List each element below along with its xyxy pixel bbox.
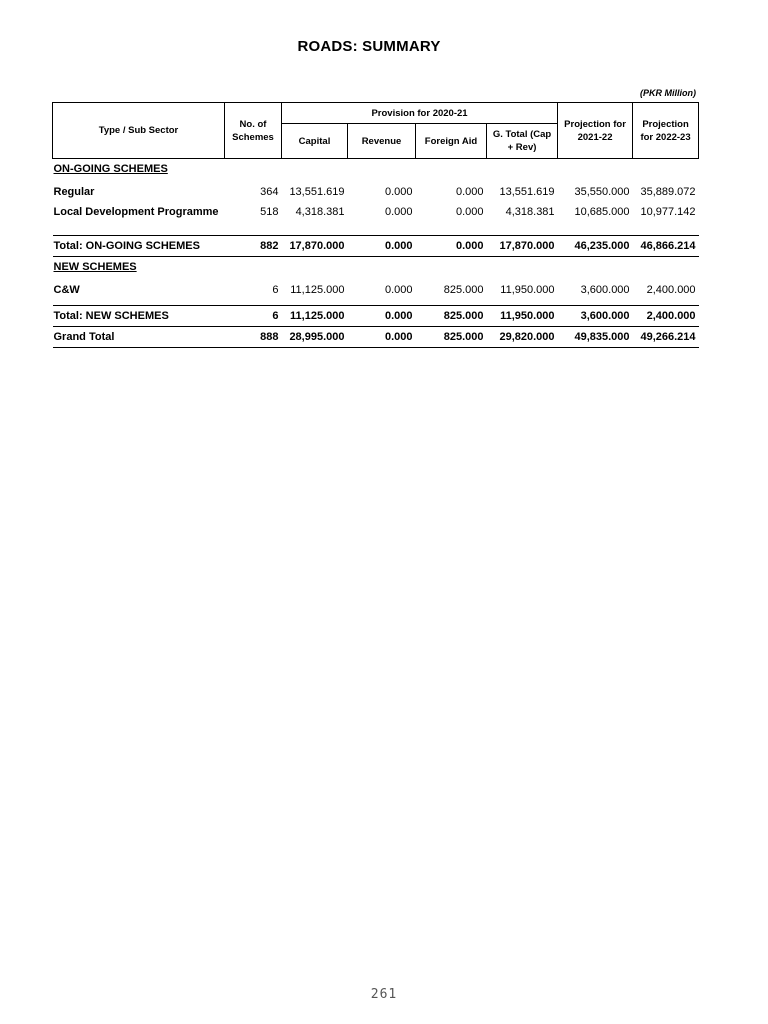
cell-schemes: 882 [225, 236, 282, 257]
cell-projection-2021-22: 3,600.000 [580, 284, 630, 296]
cell-revenue: 0.000 [348, 236, 416, 257]
page-title: ROADS: SUMMARY [297, 38, 441, 55]
row-name: Local Development Programme [53, 206, 219, 218]
cell-schemes: 6 [225, 306, 282, 327]
cell-schemes: 888 [225, 327, 282, 348]
total-row-ongoing [53, 236, 699, 257]
cell-foreign-aid: 0.000 [455, 206, 484, 218]
cell-projection-2021-22: 35,550.000 [574, 186, 630, 198]
cell-capital: 4,318.381 [295, 206, 345, 218]
row-name: C&W [53, 284, 80, 296]
cell-capital: 17,870.000 [282, 236, 348, 257]
header-projection-2022-23: Projection for 2022-23 [633, 103, 699, 159]
cell-capital: 11,125.000 [282, 306, 348, 327]
cell-g-total: 29,820.000 [487, 327, 558, 348]
section-heading: NEW SCHEMES [53, 261, 137, 273]
row-name: Total: NEW SCHEMES [53, 306, 225, 327]
cell-schemes: 364 [260, 186, 279, 198]
cell-projection-2022-23: 10,977.142 [640, 206, 696, 218]
cell-revenue: 0.000 [384, 186, 413, 198]
cell-capital: 28,995.000 [282, 327, 348, 348]
cell-projection-2022-23: 49,266.214 [633, 327, 699, 348]
total-row-new [53, 306, 699, 327]
cell-projection-2022-23: 2,400.000 [646, 284, 696, 296]
cell-revenue: 0.000 [384, 206, 413, 218]
cell-projection-2021-22: 49,835.000 [558, 327, 633, 348]
cell-projection-2022-23: 46,866.214 [633, 236, 699, 257]
cell-g-total: 11,950.000 [487, 306, 558, 327]
table-row [53, 179, 699, 201]
cell-g-total: 13,551.619 [499, 186, 555, 198]
cell-revenue: 0.000 [348, 306, 416, 327]
grand-total-row [53, 327, 699, 348]
cell-revenue: 0.000 [348, 327, 416, 348]
cell-projection-2022-23: 35,889.072 [640, 186, 696, 198]
header-type: Type / Sub Sector [53, 103, 225, 159]
section-ongoing [53, 159, 699, 180]
cell-projection-2021-22: 10,685.000 [574, 206, 630, 218]
cell-foreign-aid: 0.000 [416, 236, 487, 257]
table-row [53, 277, 699, 299]
table-row [53, 201, 699, 236]
table-body [53, 159, 699, 348]
cell-foreign-aid: 825.000 [416, 306, 487, 327]
header-foreign-aid: Foreign Aid [416, 124, 487, 159]
header-provision-group: Provision for 2020-21 [282, 103, 558, 124]
page-number: 261 [370, 987, 398, 1002]
section-heading: ON-GOING SCHEMES [53, 163, 168, 175]
cell-capital: 11,125.000 [290, 284, 345, 296]
cell-projection-2022-23: 2,400.000 [633, 306, 699, 327]
cell-g-total: 17,870.000 [487, 236, 558, 257]
cell-schemes: 518 [260, 206, 279, 218]
header-capital: Capital [282, 124, 348, 159]
cell-projection-2021-22: 46,235.000 [558, 236, 633, 257]
table-header [53, 103, 699, 159]
units-note: (PKR Million) [640, 88, 696, 98]
header-schemes: No. of Schemes [225, 103, 282, 159]
row-name: Total: ON-GOING SCHEMES [53, 236, 225, 257]
row-name: Regular [53, 186, 95, 198]
cell-foreign-aid: 825.000 [416, 327, 487, 348]
cell-projection-2021-22: 3,600.000 [558, 306, 633, 327]
cell-foreign-aid: 825.000 [443, 284, 484, 296]
header-projection-2021-22: Projection for 2021-22 [558, 103, 633, 159]
summary-table [52, 102, 699, 348]
cell-g-total: 11,950.000 [500, 284, 555, 296]
header-g-total: G. Total (Cap + Rev) [487, 124, 558, 159]
cell-schemes: 6 [272, 284, 279, 296]
header-revenue: Revenue [348, 124, 416, 159]
cell-capital: 13,551.619 [289, 186, 345, 198]
row-name: Grand Total [53, 327, 225, 348]
section-new [53, 257, 699, 278]
cell-foreign-aid: 0.000 [455, 186, 484, 198]
cell-g-total: 4,318.381 [505, 206, 555, 218]
cell-revenue: 0.000 [384, 284, 413, 296]
